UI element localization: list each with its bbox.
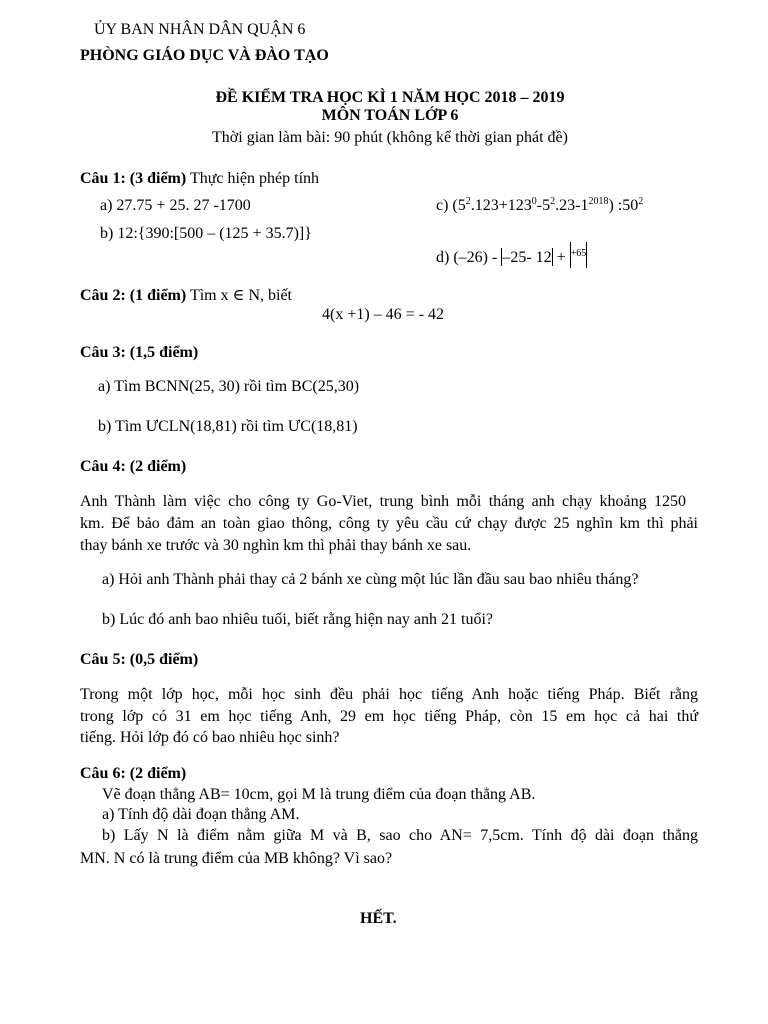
question-4-text-line-1: Anh Thành làm việc cho công ty Go-Viet, trung bình mỗi tháng anh chạy khoảng 1250 xyxy=(80,493,686,510)
question-1d: d) (–26) - –25- 12 + $^{+65}$ xyxy=(436,242,587,268)
question-6-label: Câu 6: (2 điểm) xyxy=(80,765,187,782)
question-5-label: Câu 5: (0,5 điểm) xyxy=(80,651,199,668)
question-1b: b) 12:{390:[500 – (125 + 35.7)]} xyxy=(100,225,312,242)
question-2-equation: 4(x +1) – 46 = - 42 xyxy=(322,306,445,323)
abs-bar-icon xyxy=(586,242,587,268)
question-2-heading xyxy=(80,285,292,305)
question-6b-line-2: MN. N có là trung điểm của MB không? Vì sao? xyxy=(80,850,393,867)
question-2-prompt: Tìm x ∈ N, biết xyxy=(189,287,292,304)
question-3b: b) Tìm ƯCLN(18,81) rồi tìm ƯC(18,81) xyxy=(98,418,358,435)
question-1c: c) $(5^2.123+123^0-5^2.23-1^{2018})$ $:50^2$ xyxy=(436,196,644,214)
question-1a: a) 27.75 + 25. 27 -1700 xyxy=(100,197,251,214)
question-4-text-line-2: km. Để bảo đảm an toàn giao thông, công ty yêu cầu cứ chạy được 25 nghìn km thì phải xyxy=(80,515,698,532)
question-6-intro: Vẽ đoạn thẳng AB= 10cm, gọi M là trung điểm của đoạn thẳng AB. xyxy=(102,786,536,803)
committee-name: ỦY BAN NHÂN DÂN QUẬN 6 xyxy=(94,21,306,38)
question-3-label: Câu 3: (1,5 điểm) xyxy=(80,344,199,361)
exam-time: Thời gian làm bài: 90 phút (không kể thời gian phát đề) xyxy=(212,129,568,146)
department-name: PHÒNG GIÁO DỤC VÀ ĐÀO TẠO xyxy=(80,47,329,64)
question-1-heading xyxy=(80,170,319,188)
end-marker: HẾT. xyxy=(360,910,397,927)
question-4-label: Câu 4: (2 điểm) xyxy=(80,458,187,475)
question-2-label: Câu 2: (1 điểm) xyxy=(80,287,187,304)
exam-subject: MÔN TOÁN LỚP 6 xyxy=(321,107,459,124)
question-5-text-line-1: Trong một lớp học, mỗi học sinh đều phải học tiếng Anh hoặc tiếng Pháp. Biết rằng xyxy=(80,686,698,703)
exam-title: ĐỀ KIỂM TRA HỌC KÌ 1 NĂM HỌC 2018 – 2019 xyxy=(215,89,565,106)
question-1-label: Câu 1: (3 điểm) xyxy=(80,170,187,187)
question-4a: a) Hỏi anh Thành phải thay cả 2 bánh xe cùng một lúc lần đầu sau bao nhiêu tháng? xyxy=(102,571,639,588)
question-6a: a) Tính độ dài đoạn thẳng AM. xyxy=(102,806,300,823)
question-6b-line-1: b) Lấy N là điểm nằm giữa M và B, sao cho AN= 7,5cm. Tính độ dài đoạn thẳng xyxy=(102,827,698,844)
question-4-text-line-3: thay bánh xe trước và 30 nghìn km thì phải thay bánh xe sau. xyxy=(80,537,472,554)
question-5-text-line-2: trong lớp có 31 em học tiếng Anh, 29 em học tiếng Pháp, còn 15 em học cả hai thứ xyxy=(80,708,698,725)
question-4b: b) Lúc đó anh bao nhiêu tuổi, biết rằng hiện nay anh 21 tuổi? xyxy=(102,611,494,628)
question-5-text-line-3: tiếng. Hỏi lớp đó có bao nhiêu học sinh? xyxy=(80,729,340,746)
question-1-prompt: Thực hiện phép tính xyxy=(189,170,320,187)
question-3a: a) Tìm BCNN(25, 30) rồi tìm BC(25,30) xyxy=(98,378,360,395)
